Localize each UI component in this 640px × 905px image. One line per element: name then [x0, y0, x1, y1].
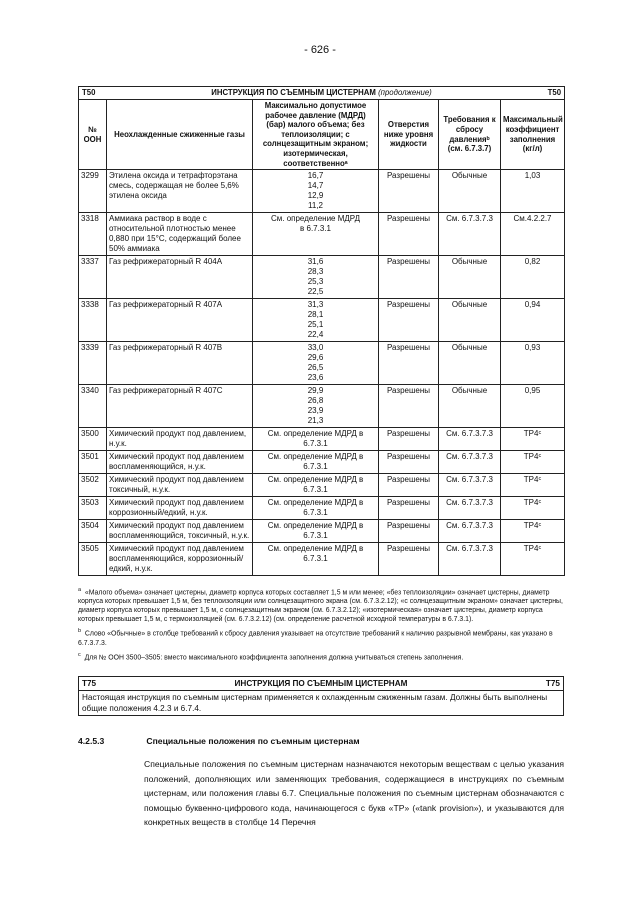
cell-max-pressure: [253, 520, 379, 543]
t50-row: [79, 428, 565, 451]
cell-pressure-relief: Обычные: [439, 299, 501, 342]
cell-gas-name: Химический продукт под давлением воспламеняющийся, коррозионный/едкий, н.у.к.: [107, 543, 253, 576]
cell-gas-name: Этилена оксида и тетрафторэтана смесь, содержащая не более 5,6% этилена оксида: [107, 170, 253, 213]
header-pressure-relief: Требования к сбросу давленияᵇ (см. 6.7.3.7): [439, 100, 501, 170]
cell-max-pressure: [253, 170, 379, 213]
cell-un-number: 3501: [79, 451, 107, 474]
t50-row: [79, 451, 565, 474]
pressure-value: 23,6: [307, 373, 324, 383]
header-fill-ratio: Максимальный коэффициент заполнения (кг/л): [501, 100, 565, 170]
pressure-value: 31,6: [307, 257, 324, 267]
cell-gas-name: Химический продукт под давлением воспламеняющийся, н.у.к.: [107, 451, 253, 474]
pressure-value: 28,1: [307, 310, 324, 320]
t50-row: [79, 385, 565, 428]
cell-pressure-relief: См. 6.7.3.7.3: [439, 474, 501, 497]
t50-footnotes: [78, 586, 564, 665]
header-gas-name: Неохлажденные сжиженные газы: [107, 100, 253, 170]
cell-gas-name: Газ рефрижераторный R 407C: [107, 385, 253, 428]
cell-un-number: 3504: [79, 520, 107, 543]
pressure-value: в 6.7.3.1: [300, 224, 331, 234]
pressure-value: 26,5: [307, 363, 324, 373]
cell-pressure-relief: Обычные: [439, 256, 501, 299]
pressure-value: См. определение МДРД в 6.7.3.1: [267, 521, 364, 541]
cell-max-pressure: [253, 256, 379, 299]
pressure-value: 12,9: [307, 191, 324, 201]
pressure-value: См. определение МДРД в 6.7.3.1: [267, 429, 364, 449]
t50-row: [79, 213, 565, 256]
cell-openings: Разрешены: [379, 451, 439, 474]
cell-fill-ratio: TP4ᶜ: [501, 520, 565, 543]
cell-gas-name: Химический продукт под давлением воспламеняющийся, токсичный, н.у.к.: [107, 520, 253, 543]
pressure-value: 22,5: [307, 287, 324, 297]
cell-max-pressure: [253, 299, 379, 342]
pressure-value: 29,6: [307, 353, 324, 363]
t75-body-row: [79, 691, 564, 716]
cell-openings: Разрешены: [379, 385, 439, 428]
cell-pressure-relief: Обычные: [439, 170, 501, 213]
cell-max-pressure: [253, 451, 379, 474]
cell-fill-ratio: TP4ᶜ: [501, 543, 565, 576]
pressure-value: 23,9: [307, 406, 324, 416]
t50-title-bar: [79, 87, 565, 100]
pressure-value: 14,7: [307, 181, 324, 191]
cell-pressure-relief: См. 6.7.3.7.3: [439, 520, 501, 543]
cell-openings: Разрешены: [379, 497, 439, 520]
pressure-value: 33,0: [307, 343, 324, 353]
pressure-value: 31,3: [307, 300, 324, 310]
cell-un-number: 3503: [79, 497, 107, 520]
t50-row: [79, 497, 565, 520]
cell-fill-ratio: TP4ᶜ: [501, 451, 565, 474]
cell-pressure-relief: См. 6.7.3.7.3: [439, 213, 501, 256]
pressure-value: См. определение МДРД в 6.7.3.1: [267, 475, 364, 495]
t75-body-text: Настоящая инструкция по съемным цистернам применяется к охлажденным сжиженным газам. Должны быть выполнены общие положения 4.2.3 и 6.7.4.: [79, 691, 564, 716]
cell-max-pressure: [253, 428, 379, 451]
t75-title: ИНСТРУКЦИЯ ПО СЪЕМНЫМ ЦИСТЕРНАМ: [234, 679, 408, 688]
pressure-value: 26,8: [307, 396, 324, 406]
cell-un-number: 3337: [79, 256, 107, 299]
cell-max-pressure: [253, 543, 379, 576]
section-heading: [78, 736, 564, 746]
t75-code-left: T75: [82, 679, 97, 688]
cell-max-pressure: [253, 385, 379, 428]
t50-body: [79, 170, 565, 576]
cell-un-number: 3299: [79, 170, 107, 213]
cell-gas-name: Химический продукт под давлением коррозионный/едкий, н.у.к.: [107, 497, 253, 520]
cell-openings: Разрешены: [379, 299, 439, 342]
header-un-number: № ООН: [79, 100, 107, 170]
t50-row: [79, 170, 565, 213]
section-paragraph: Специальные положения по съемным цистернам назначаются некоторым веществам с целью указания положений, дополняющих или заменяющих требования, содержащиеся в инструкциях по съемным цистернам, или положения главы 6.7. Специальные положения по съемным цистернам обозначаются с помощью буквенно-цифрового кода, начинающегося с букв «TP» («tank provision»), и указываются для конкретных веществ в столбце 14 Перечня: [144, 759, 564, 827]
cell-fill-ratio: TP4ᶜ: [501, 428, 565, 451]
cell-openings: Разрешены: [379, 256, 439, 299]
cell-pressure-relief: См. 6.7.3.7.3: [439, 497, 501, 520]
t50-code-right: T50: [547, 88, 562, 97]
cell-pressure-relief: Обычные: [439, 385, 501, 428]
cell-un-number: 3338: [79, 299, 107, 342]
cell-un-number: 3318: [79, 213, 107, 256]
t50-row: [79, 342, 565, 385]
cell-un-number: 3505: [79, 543, 107, 576]
cell-fill-ratio: TP4ᶜ: [501, 497, 565, 520]
t50-row: [79, 474, 565, 497]
cell-pressure-relief: Обычные: [439, 342, 501, 385]
page-number: - 626 -: [304, 44, 336, 56]
header-max-pressure: Максимально допустимое рабочее давление (МДРД) (бар) малого объема; без теплоизоляции; с солнцезащитным экраном; изотермическая, соответственноᵃ: [253, 100, 379, 170]
t50-title: ИНСТРУКЦИЯ ПО СЪЕМНЫМ ЦИСТЕРНАМ (продолжение): [211, 88, 432, 97]
section-number: 4.2.5.3: [78, 736, 105, 746]
t50-row: [79, 256, 565, 299]
cell-openings: Разрешены: [379, 428, 439, 451]
cell-fill-ratio: 1,03: [501, 170, 565, 213]
pressure-value: 25,1: [307, 320, 324, 330]
cell-max-pressure: [253, 497, 379, 520]
cell-pressure-relief: См. 6.7.3.7.3: [439, 451, 501, 474]
cell-gas-name: Газ рефрижераторный R 407B: [107, 342, 253, 385]
cell-gas-name: Химический продукт под давлением токсичный, н.у.к.: [107, 474, 253, 497]
t50-row: [79, 543, 565, 576]
cell-fill-ratio: 0,82: [501, 256, 565, 299]
cell-pressure-relief: См. 6.7.3.7.3: [439, 428, 501, 451]
pressure-value: 25,3: [307, 277, 324, 287]
cell-fill-ratio: 0,94: [501, 299, 565, 342]
footnote-a: $^a$ «Малого объема» означает цистерны, диаметр корпуса которых составляет 1,5 м или менее; «без теплоизоляции» означает цистерны, диаметр корпуса которых превышает 1,5 м, без теплоизоляции или солнцезащитного экрана (см. 6.7.3.2.12); «с солнцезащитным экраном» означает цистерны, диаметр корпуса которых превышает 1,5 м, с солнцезащитным экраном (см. 6.7.3.2.12); «изотермическая» означает цистерны, диаметр корпуса которых превышает 1,5 м, с термоизоляцией (см. 6.7.3.2.12) (см. определение расчетной исходной температуры в 6.7.3.1).: [78, 587, 563, 624]
cell-max-pressure: [253, 342, 379, 385]
pressure-value: См. определение МДРД в 6.7.3.1: [267, 498, 364, 518]
cell-fill-ratio: См.4.2.2.7: [501, 213, 565, 256]
pressure-value: 16,7: [307, 171, 324, 181]
t75-instruction-table: [78, 676, 564, 716]
cell-un-number: 3500: [79, 428, 107, 451]
cell-gas-name: Аммиака раствор в воде с относительной плотностью менее 0,880 при 15°C, содержащий более 50% аммиака: [107, 213, 253, 256]
t75-code-right: T75: [545, 679, 560, 688]
cell-openings: Разрешены: [379, 520, 439, 543]
pressure-value: 29,9: [307, 386, 324, 396]
cell-openings: Разрешены: [379, 543, 439, 576]
t50-code-left: T50: [82, 88, 96, 97]
t50-instruction-table: [78, 86, 565, 576]
cell-max-pressure: [253, 474, 379, 497]
cell-gas-name: Химический продукт под давлением, н.у.к.: [107, 428, 253, 451]
footnote-b: $^b$ Слово «Обычные» в столбце требований к сбросу давления указывает на отсутствие требований к наличию разрывной мембраны, как указано в 6.7.3.7.3.: [78, 628, 553, 647]
cell-gas-name: Газ рефрижераторный R 407A: [107, 299, 253, 342]
cell-gas-name: Газ рефрижераторный R 404A: [107, 256, 253, 299]
cell-un-number: 3340: [79, 385, 107, 428]
pressure-value: См. определение МДРД: [270, 214, 361, 224]
cell-openings: Разрешены: [379, 170, 439, 213]
pressure-value: 11,2: [308, 201, 323, 211]
cell-openings: Разрешены: [379, 213, 439, 256]
t75-title-bar: [79, 677, 564, 691]
t50-header-row: [79, 100, 565, 170]
cell-pressure-relief: См. 6.7.3.7.3: [439, 543, 501, 576]
pressure-value: 28,3: [307, 267, 324, 277]
cell-openings: Разрешены: [379, 342, 439, 385]
pressure-value: См. определение МДРД в 6.7.3.1: [267, 544, 364, 564]
pressure-value: 22,4: [307, 330, 324, 340]
cell-fill-ratio: 0,95: [501, 385, 565, 428]
t50-row: [79, 520, 565, 543]
section-title: Специальные положения по съемным цистернам: [146, 736, 360, 746]
t50-row: [79, 299, 565, 342]
cell-fill-ratio: 0,93: [501, 342, 565, 385]
cell-un-number: 3502: [79, 474, 107, 497]
pressure-value: См. определение МДРД в 6.7.3.1: [267, 452, 364, 472]
t50-title-suffix: (продолжение): [378, 88, 432, 97]
header-openings: Отверстия ниже уровня жидкости: [379, 100, 439, 170]
footnote-c: $^c$ Для № ООН 3500–3505: вместо максимального коэффициента заполнения должна учитываться степень заполнения.: [78, 651, 464, 661]
cell-max-pressure: [253, 213, 379, 256]
cell-openings: Разрешены: [379, 474, 439, 497]
pressure-value: 21,3: [307, 416, 324, 426]
cell-un-number: 3339: [79, 342, 107, 385]
cell-fill-ratio: TP4ᶜ: [501, 474, 565, 497]
